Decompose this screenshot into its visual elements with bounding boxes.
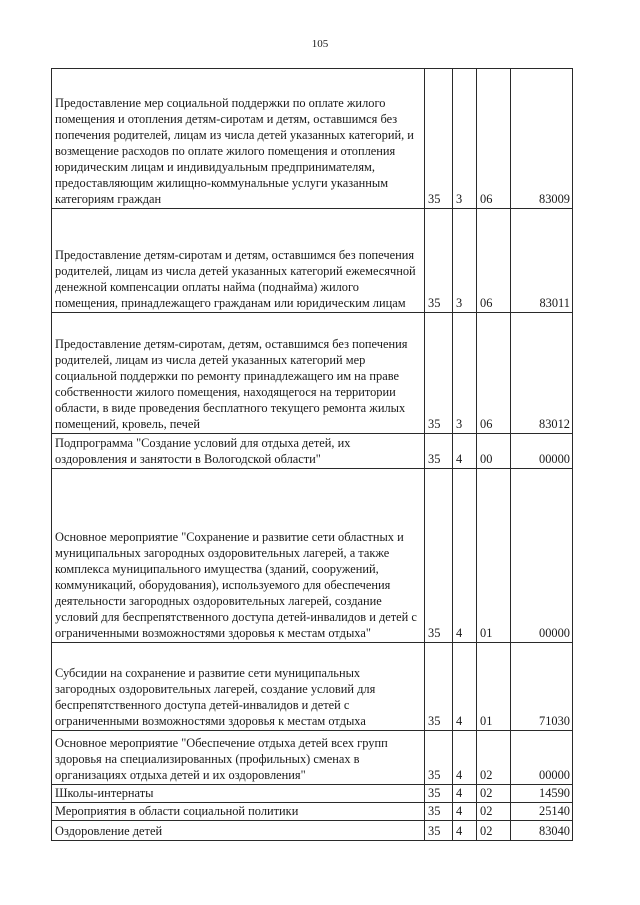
- code-direction: 83011: [511, 209, 573, 313]
- code-activity: 01: [477, 643, 511, 731]
- code-activity: 02: [477, 821, 511, 841]
- code-subprogram: 3: [453, 209, 477, 313]
- code-subprogram: 4: [453, 731, 477, 785]
- code-direction: 00000: [511, 731, 573, 785]
- code-direction: 00000: [511, 469, 573, 643]
- budget-classification-table: [51, 68, 573, 841]
- table-row: [52, 209, 573, 313]
- code-activity: 06: [477, 69, 511, 209]
- page-number: 105: [311, 38, 329, 50]
- row-description: Основное мероприятие "Обеспечение отдыха детей всех групп здоровья на специализированных (профильных) сменах в организациях отдыха детей и их оздоровления": [52, 731, 425, 785]
- table-row: [52, 731, 573, 785]
- code-direction: 83040: [511, 821, 573, 841]
- code-activity: 02: [477, 803, 511, 821]
- code-activity: 02: [477, 785, 511, 803]
- code-subprogram: 3: [453, 69, 477, 209]
- code-chapter: 35: [425, 313, 453, 434]
- code-chapter: 35: [425, 785, 453, 803]
- table-row: [52, 785, 573, 803]
- code-chapter: 35: [425, 731, 453, 785]
- row-description: Подпрограмма "Создание условий для отдыха детей, их оздоровления и занятости в Вологодской области": [52, 434, 425, 469]
- code-subprogram: 4: [453, 469, 477, 643]
- code-chapter: 35: [425, 69, 453, 209]
- code-chapter: 35: [425, 434, 453, 469]
- code-activity: 02: [477, 731, 511, 785]
- code-activity: 06: [477, 209, 511, 313]
- code-chapter: 35: [425, 209, 453, 313]
- table-row: [52, 69, 573, 209]
- code-direction: 83012: [511, 313, 573, 434]
- code-activity: 01: [477, 469, 511, 643]
- table-row: [52, 469, 573, 643]
- table-row: [52, 313, 573, 434]
- code-subprogram: 4: [453, 785, 477, 803]
- row-description: Предоставление детям-сиротам и детям, оставшимся без попечения родителей, лицам из числа детей указанных категорий ежемесячной денежной компенсации оплаты найма (поднайма) жилого помещения, принадлежащего гражданам или юридическим лицам: [52, 209, 425, 313]
- table-row: [52, 434, 573, 469]
- code-subprogram: 4: [453, 803, 477, 821]
- table-row: [52, 821, 573, 841]
- code-subprogram: 4: [453, 434, 477, 469]
- code-activity: 06: [477, 313, 511, 434]
- row-description: Предоставление детям-сиротам, детям, оставшимся без попечения родителей, лицам из числа детей указанных категорий мер социальной поддержки по ремонту принадлежащего им на праве собственности жилого помещения, находящегося на территории области, в виде проведения бесплатного текущего ремонта жилых помещений, кровель, печей: [52, 313, 425, 434]
- code-chapter: 35: [425, 803, 453, 821]
- code-direction: 00000: [511, 434, 573, 469]
- row-description: Субсидии на сохранение и развитие сети муниципальных загородных оздоровительных лагерей, создание условий для беспрепятственного доступа детей-инвалидов и детей с ограниченными возможностями здоровья к местам отдыха: [52, 643, 425, 731]
- code-chapter: 35: [425, 469, 453, 643]
- table-row: [52, 643, 573, 731]
- row-description: Предоставление мер социальной поддержки по оплате жилого помещения и отопления детям-сиротам и детям, оставшимся без попечения родителей, лицам из числа детей указанных категорий, и возмещение расходов по оплате жилого помещения и отопления юридическим лицам и индивидуальным предпринимателям, предоставляющим жилищно-коммунальные услуги указанным категориям граждан: [52, 69, 425, 209]
- row-description: Основное мероприятие "Сохранение и развитие сети областных и муниципальных загородных оздоровительных лагерей, а также комплекса муниципального имущества (зданий, сооружений, коммуникаций, оборудования), используемого для обеспечения деятельности загородных оздоровительных лагерей, создание условий для беспрепятственного доступа детей-инвалидов и детей с ограниченными возможностями здоровья к местам отдыха": [52, 469, 425, 643]
- row-description: Мероприятия в области социальной политики: [52, 803, 425, 821]
- row-description: Школы-интернаты: [52, 785, 425, 803]
- code-direction: 83009: [511, 69, 573, 209]
- code-chapter: 35: [425, 643, 453, 731]
- code-subprogram: 4: [453, 821, 477, 841]
- table-row: [52, 803, 573, 821]
- code-activity: 00: [477, 434, 511, 469]
- code-direction: 71030: [511, 643, 573, 731]
- code-chapter: 35: [425, 821, 453, 841]
- code-direction: 14590: [511, 785, 573, 803]
- code-subprogram: 4: [453, 643, 477, 731]
- row-description: Оздоровление детей: [52, 821, 425, 841]
- code-direction: 25140: [511, 803, 573, 821]
- code-subprogram: 3: [453, 313, 477, 434]
